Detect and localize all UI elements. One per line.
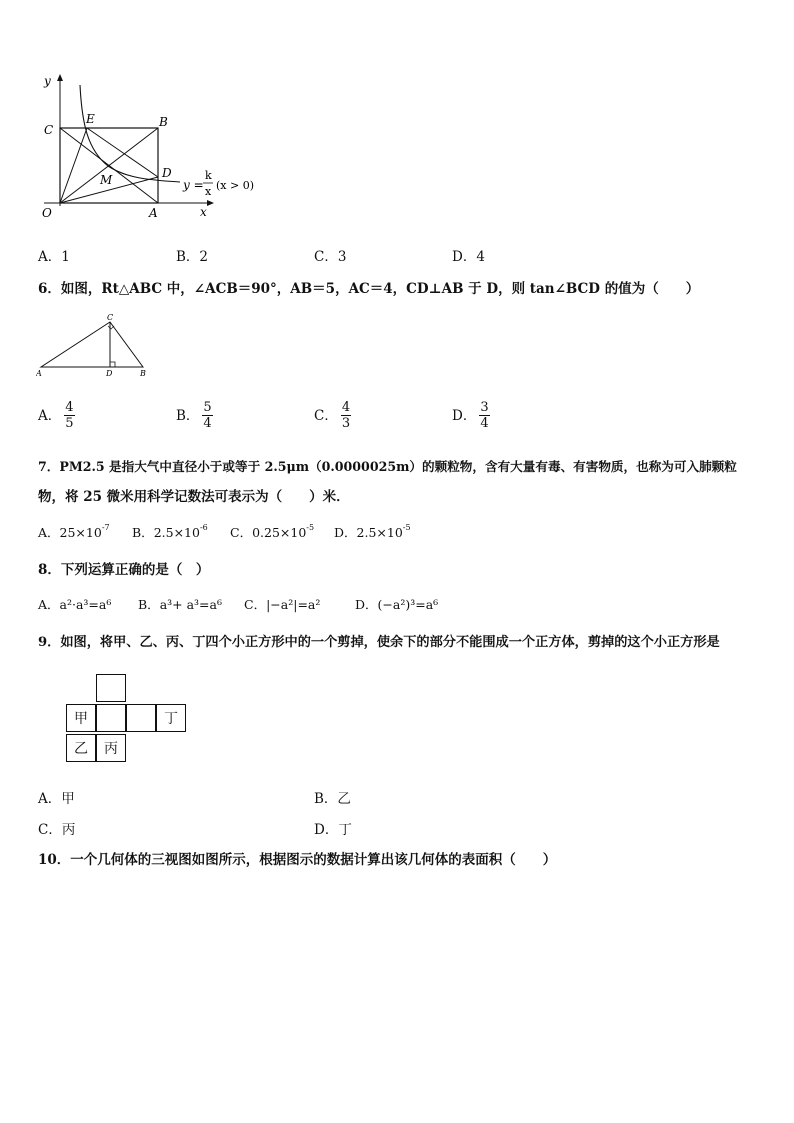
curve-eq-prefix: y = [183,178,204,192]
fraction [479,400,489,431]
option-letter: D． [334,525,357,540]
label-b: B [140,369,146,378]
q8-question-text: 8．下列运算正确的是（ ） [38,562,210,578]
q8-option-c[interactable] [244,596,320,614]
label-a: A [149,206,158,220]
option-text: 3 [337,249,347,265]
option-base: 2.5×10 [356,525,403,540]
option-letter: D． [355,597,378,612]
option-letter: B． [138,597,160,612]
label-a: A [36,369,42,378]
q7-option-d[interactable] [334,524,411,542]
numerator: 4 [65,400,74,415]
right-angle-mark-c [108,326,114,329]
y-axis-arrow [57,74,63,81]
label-d: D [162,166,172,180]
option-expr: a³+ a³=a⁶ [159,597,222,612]
q5-option-d[interactable] [452,248,485,266]
option-letter: A． [38,597,60,612]
net-cell-bing[interactable]: 丙 [96,734,126,762]
fraction [202,400,212,431]
q9-option-b[interactable] [314,790,351,808]
q6-triangle-figure [36,312,152,378]
numerator: 5 [203,400,212,415]
net-cell-ding[interactable]: 丁 [156,704,186,732]
q5-option-b[interactable] [176,248,208,266]
q9-question-text: 9．如图，将甲、乙、丙、丁四个小正方形中的一个剪掉，使余下的部分不能围成一个正方体，剪掉的这个小正方形是 [38,635,720,650]
option-letter: A． [38,407,62,424]
option-exponent: -5 [306,523,315,532]
option-base: 2.5×10 [153,525,200,540]
option-letter: B． [176,407,200,424]
q6-option-a[interactable] [38,400,75,431]
net-cell-yi[interactable]: 乙 [66,734,96,762]
q7-question-line2: 物，将 25 微米用科学记数法可表示为（ ）米． [38,489,350,505]
q6-option-c[interactable] [314,400,351,431]
option-base: 0.25×10 [252,525,307,540]
q6-option-b[interactable] [176,400,213,431]
q7-question-line1: 7．PM2.5 是指大气中直径小于或等于 2.5μm（0.0000025m）的颗粒物，含有大量有毒、有害物质，也称为可入肺颗粒 [38,459,737,474]
option-text: 甲 [61,791,75,807]
net-cell-top [96,674,126,702]
q7-option-a[interactable] [38,524,110,542]
q9-option-a[interactable] [38,790,75,808]
q9-option-c[interactable] [38,821,75,839]
option-text: 丁 [338,822,352,838]
denominator: 3 [341,416,351,431]
option-letter: C． [314,249,338,265]
q7-option-b[interactable] [132,524,208,542]
option-letter: C． [230,525,253,540]
denominator: 4 [480,416,489,431]
label-c: C [44,123,54,137]
option-exponent: -7 [101,523,110,532]
label-c: C [107,313,114,322]
q8-option-b[interactable] [138,596,222,614]
option-letter: D． [314,822,339,838]
option-letter: C． [244,597,267,612]
option-text: 乙 [337,791,351,807]
net-cell-middle-1 [96,704,126,732]
option-letter: B． [314,791,338,807]
numerator: 4 [341,400,351,415]
denominator: 4 [203,416,212,431]
option-letter: B． [176,249,200,265]
numerator: 3 [480,400,489,415]
triangle-abc [41,322,143,367]
denominator: 5 [65,416,74,431]
option-base: 25×10 [59,525,102,540]
curve-eq-num: k [205,169,212,182]
q9-cube-net [66,674,188,766]
q6-option-d[interactable] [452,400,490,431]
label-e: E [86,112,95,126]
segment-ed [87,128,158,177]
option-text: 4 [476,249,485,265]
option-exponent: -6 [199,523,208,532]
label-b: B [159,115,168,129]
label-o: O [42,206,52,220]
q5-figure [30,70,270,225]
option-letter: C． [314,407,338,424]
option-expr: (−a²)³=a⁶ [377,597,439,612]
curve-eq-condition: (x > 0) [216,179,254,192]
fraction [341,400,351,431]
q10-question-text: 10．一个几何体的三视图如图所示，根据图示的数据计算出该几何体的表面积（ ） [38,852,557,868]
net-cell-jia[interactable]: 甲 [66,704,96,732]
option-letter: A． [38,525,60,540]
option-exponent: -5 [402,523,411,532]
label-m: M [100,173,113,187]
q5-option-c[interactable] [314,248,346,266]
q9-option-d[interactable] [314,821,352,839]
q8-option-d[interactable] [355,596,438,614]
option-expr: a²·a³=a⁶ [59,597,112,612]
segment-oe [60,128,87,203]
curve-eq-den: x [205,185,212,198]
option-letter: D． [452,249,477,265]
net-cell-middle-2 [126,704,156,732]
option-letter: A． [38,791,62,807]
label-x: x [200,205,207,219]
option-letter: B． [132,525,154,540]
q6-question-text: 6．如图，Rt△ABC 中，∠ACB＝90°，AB＝5，AC＝4，CD⊥AB 于 D，则 tan∠BCD 的值为（ ） [38,281,700,297]
right-angle-mark-d [110,362,115,367]
fraction [64,400,74,431]
x-axis-arrow [207,200,214,206]
option-letter: C． [38,822,62,838]
option-text: 1 [61,249,70,265]
q8-option-a[interactable] [38,596,111,614]
option-letter: A． [38,249,62,265]
label-y: y [44,74,51,88]
option-text: 丙 [61,822,76,838]
option-expr: |−a²|=a² [266,597,321,612]
label-d: D [106,369,113,378]
q5-option-a[interactable] [38,248,70,266]
q7-option-c[interactable] [230,524,314,542]
option-text: 2 [199,249,209,265]
option-letter: D． [452,407,477,424]
